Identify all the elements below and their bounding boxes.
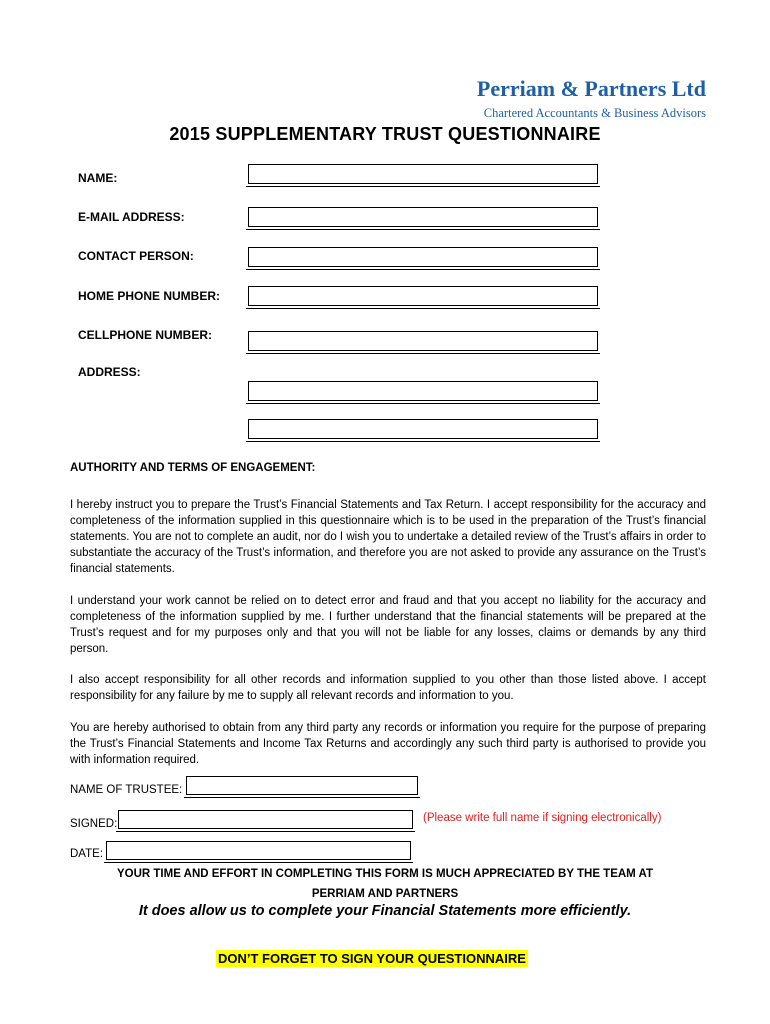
thanks-line-1: YOUR TIME AND EFFORT IN COMPLETING THIS FORM IS MUCH APPRECIATED BY THE TEAM AT — [116, 868, 654, 880]
signing-note: (Please write full name if signing electronically) — [423, 812, 662, 824]
cellphone-label: CELLPHONE NUMBER: — [78, 328, 212, 342]
address-input-line1[interactable] — [248, 381, 598, 401]
company-subtitle: Chartered Accountants & Business Advisors — [483, 106, 706, 120]
contact-person-input[interactable] — [248, 247, 598, 267]
form-title: 2015 SUPPLEMENTARY TRUST QUESTIONNAIRE — [169, 124, 601, 144]
trustee-name-input[interactable] — [186, 776, 418, 795]
tagline: It does allow us to complete your Financial Statements more efficiently. — [138, 903, 632, 919]
date-input[interactable] — [106, 841, 411, 860]
engagement-paragraph-3: I also accept responsibility for all other records and information supplied to you other than those listed above. I accept responsibility for any failure by me to supply all relevant records and information to you. — [70, 674, 706, 702]
email-label: E-MAIL ADDRESS: — [78, 210, 185, 224]
engagement-paragraph-2: I understand your work cannot be relied on to detect error and fraud and that you accept no liability for the accuracy and completeness of the information supplied by me. I further understand that the financial statements will be prepared at the Trust’s request and for my purposes only and that you will not be liable for any losses, claims or demands by any third person. — [70, 595, 706, 655]
thanks-line-2: PERRIAM AND PARTNERS — [311, 888, 459, 900]
engagement-paragraph-4: You are hereby authorised to obtain from any third party any records or information you require for the purpose of preparing the Trust’s Financial Statements and Income Tax Returns and accordingly any such third party is authorised to provide you with information required. — [70, 722, 706, 766]
company-name: Perriam & Partners Ltd — [476, 76, 706, 101]
contact-person-label: CONTACT PERSON: — [78, 249, 194, 263]
engagement-paragraph-1: I hereby instruct you to prepare the Trust’s Financial Statements and Tax Return. I accept responsibility for the accuracy and completeness of the information supplied in this questionnaire which is to be used in the preparation of the Trust’s financial statements. You are not to complete an audit, nor do I wish you to undertake a detailed review of the Trust’s affairs in order to substantiate the accuracy of the Trust’s information, and therefore you are not asked to provide any assurance on the Trust’s financial statements. — [70, 499, 706, 575]
home-phone-label: HOME PHONE NUMBER: — [78, 289, 221, 303]
sign-reminder: DON’T FORGET TO SIGN YOUR QUESTIONNAIRE — [218, 951, 526, 966]
trustee-name-label: NAME OF TRUSTEE: — [70, 784, 183, 796]
address-label: ADDRESS: — [78, 365, 141, 379]
engagement-heading: AUTHORITY AND TERMS OF ENGAGEMENT: — [70, 462, 316, 474]
address-input-line2[interactable] — [248, 419, 598, 439]
email-input[interactable] — [248, 207, 598, 227]
company-header — [477, 76, 706, 122]
date-label: DATE: — [70, 848, 104, 860]
thanks-message — [0, 864, 770, 904]
signature-input[interactable] — [118, 810, 413, 829]
home-phone-input[interactable] — [248, 286, 598, 306]
name-label: NAME: — [78, 171, 118, 185]
name-input[interactable] — [248, 164, 598, 184]
signed-label: SIGNED: — [70, 818, 118, 830]
cellphone-input[interactable] — [248, 331, 598, 351]
